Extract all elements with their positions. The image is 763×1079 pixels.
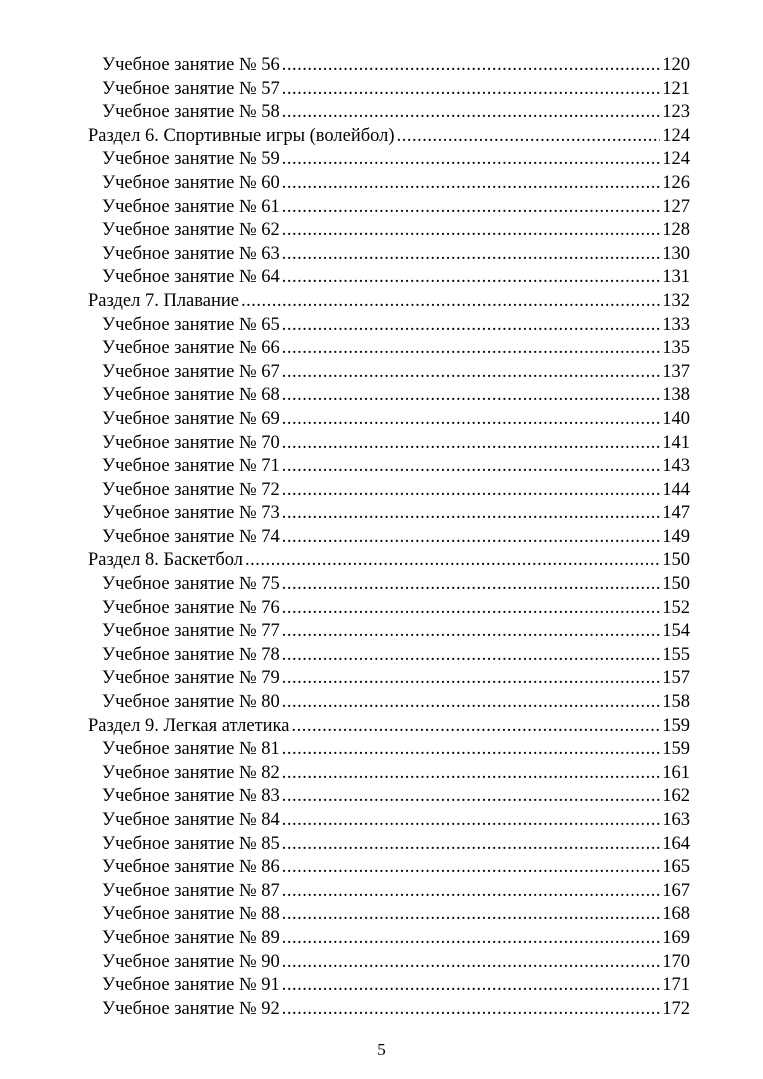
toc-lesson-entry[interactable] <box>88 856 690 880</box>
toc-dot-leader <box>282 172 660 196</box>
toc-dot-leader <box>282 314 660 338</box>
toc-dot-leader <box>282 738 660 762</box>
toc-entry-label: Раздел 8. Баскетбол <box>88 550 243 571</box>
toc-entry-label: Учебное занятие № 85 <box>102 833 280 854</box>
page-number: 5 <box>377 1040 386 1059</box>
toc-entry-page: 132 <box>662 290 690 311</box>
toc-dot-leader <box>282 880 660 904</box>
toc-lesson-entry[interactable] <box>88 620 690 644</box>
toc-lesson-entry[interactable] <box>88 384 690 408</box>
toc-entry-label: Учебное занятие № 79 <box>102 668 280 689</box>
toc-dot-leader <box>245 549 660 573</box>
toc-entry-label: Учебное занятие № 86 <box>102 857 280 878</box>
toc-entry-label: Учебное занятие № 71 <box>102 456 280 477</box>
toc-entry-label: Учебное занятие № 77 <box>102 621 280 642</box>
toc-dot-leader <box>282 361 660 385</box>
toc-entry-page: 120 <box>662 55 690 75</box>
toc-dot-leader <box>282 951 660 975</box>
toc-entry-label: Учебное занятие № 90 <box>102 951 280 972</box>
toc-entry-label: Раздел 6. Спортивные игры (волейбол) <box>88 125 395 146</box>
toc-lesson-entry[interactable] <box>88 785 690 809</box>
toc-lesson-entry[interactable] <box>88 597 690 621</box>
toc-dot-leader <box>282 78 660 102</box>
toc-dot-leader <box>282 903 660 927</box>
toc-entry-label: Учебное занятие № 68 <box>102 385 280 406</box>
table-of-contents <box>88 54 690 1021</box>
toc-lesson-entry[interactable] <box>88 408 690 432</box>
toc-lesson-entry[interactable] <box>88 54 690 78</box>
toc-entry-page: 140 <box>662 408 690 429</box>
toc-dot-leader <box>282 384 660 408</box>
toc-entry-page: 152 <box>662 597 690 618</box>
toc-dot-leader <box>282 54 660 78</box>
toc-dot-leader <box>282 833 660 857</box>
toc-entry-page: 147 <box>662 503 690 524</box>
toc-lesson-entry[interactable] <box>88 148 690 172</box>
toc-lesson-entry[interactable] <box>88 502 690 526</box>
toc-entry-page: 124 <box>662 149 690 170</box>
toc-lesson-entry[interactable] <box>88 691 690 715</box>
toc-entry-label: Учебное занятие № 80 <box>102 692 280 713</box>
toc-entry-label: Учебное занятие № 59 <box>102 149 280 170</box>
toc-lesson-entry[interactable] <box>88 762 690 786</box>
toc-entry-label: Учебное занятие № 82 <box>102 762 280 783</box>
toc-dot-leader <box>282 432 660 456</box>
toc-section-entry[interactable] <box>88 290 690 314</box>
toc-entry-label: Раздел 9. Легкая атлетика <box>88 715 290 736</box>
toc-entry-label: Учебное занятие № 88 <box>102 904 280 925</box>
toc-entry-page: 158 <box>662 692 690 713</box>
toc-dot-leader <box>282 856 660 880</box>
toc-entry-page: 163 <box>662 810 690 830</box>
toc-entry-page: 127 <box>662 196 690 217</box>
toc-entry-page: 141 <box>662 432 690 453</box>
toc-lesson-entry[interactable] <box>88 667 690 691</box>
toc-dot-leader <box>282 101 660 125</box>
toc-lesson-entry[interactable] <box>88 455 690 479</box>
toc-entry-page: 167 <box>662 880 690 901</box>
toc-entry-page: 124 <box>662 125 690 146</box>
toc-entry-label: Учебное занятие № 72 <box>102 479 280 500</box>
toc-entry-page: 121 <box>662 78 690 99</box>
toc-entry-label: Учебное занятие № 92 <box>102 998 280 1019</box>
toc-entry-page: 150 <box>662 550 690 571</box>
toc-lesson-entry[interactable] <box>88 361 690 385</box>
toc-entry-label: Учебное занятие № 62 <box>102 220 280 241</box>
toc-dot-leader <box>282 762 660 786</box>
toc-entry-page: 123 <box>662 102 690 123</box>
toc-dot-leader <box>282 809 660 833</box>
toc-entry-label: Учебное занятие № 74 <box>102 526 280 547</box>
toc-dot-leader <box>282 998 660 1022</box>
toc-dot-leader <box>282 667 660 691</box>
toc-section-entry[interactable] <box>88 549 690 573</box>
toc-entry-page: 172 <box>662 998 690 1019</box>
toc-entry-page: 161 <box>662 762 690 783</box>
toc-entry-page: 126 <box>662 172 690 193</box>
toc-lesson-entry[interactable] <box>88 101 690 125</box>
toc-lesson-entry[interactable] <box>88 833 690 857</box>
toc-entry-label: Учебное занятие № 66 <box>102 338 280 359</box>
toc-entry-label: Учебное занятие № 56 <box>102 55 280 75</box>
toc-lesson-entry[interactable] <box>88 738 690 762</box>
toc-entry-label: Учебное занятие № 70 <box>102 432 280 453</box>
toc-lesson-entry[interactable] <box>88 337 690 361</box>
toc-dot-leader <box>282 337 660 361</box>
toc-entry-label: Учебное занятие № 63 <box>102 243 280 264</box>
toc-entry-label: Раздел 7. Плавание <box>88 290 239 311</box>
toc-lesson-entry[interactable] <box>88 573 690 597</box>
toc-entry-page: 133 <box>662 314 690 335</box>
toc-lesson-entry[interactable] <box>88 903 690 927</box>
toc-entry-label: Учебное занятие № 83 <box>102 786 280 807</box>
toc-entry-page: 165 <box>662 857 690 878</box>
toc-lesson-entry[interactable] <box>88 196 690 220</box>
toc-lesson-entry[interactable] <box>88 526 690 550</box>
toc-entry-page: 138 <box>662 385 690 406</box>
toc-dot-leader <box>291 715 660 739</box>
toc-dot-leader <box>282 526 660 550</box>
toc-lesson-entry[interactable] <box>88 951 690 975</box>
toc-lesson-entry[interactable] <box>88 432 690 456</box>
toc-entry-page: 128 <box>662 220 690 241</box>
toc-entry-label: Учебное занятие № 69 <box>102 408 280 429</box>
toc-dot-leader <box>282 148 660 172</box>
toc-entry-label: Учебное занятие № 73 <box>102 503 280 524</box>
toc-entry-label: Учебное занятие № 60 <box>102 172 280 193</box>
toc-lesson-entry[interactable] <box>88 479 690 503</box>
toc-entry-page: 135 <box>662 338 690 359</box>
toc-lesson-entry[interactable] <box>88 243 690 267</box>
toc-entry-page: 155 <box>662 644 690 665</box>
toc-lesson-entry[interactable] <box>88 809 690 833</box>
toc-dot-leader <box>282 243 660 267</box>
toc-entry-label: Учебное занятие № 84 <box>102 810 280 830</box>
toc-dot-leader <box>282 691 660 715</box>
toc-lesson-entry[interactable] <box>88 998 690 1022</box>
toc-dot-leader <box>397 125 661 149</box>
toc-dot-leader <box>241 290 660 314</box>
toc-lesson-entry[interactable] <box>88 880 690 904</box>
toc-entry-label: Учебное занятие № 76 <box>102 597 280 618</box>
toc-entry-label: Учебное занятие № 78 <box>102 644 280 665</box>
toc-entry-page: 143 <box>662 456 690 477</box>
toc-entry-label: Учебное занятие № 67 <box>102 361 280 382</box>
toc-lesson-entry[interactable] <box>88 927 690 951</box>
toc-lesson-entry[interactable] <box>88 78 690 102</box>
toc-entry-page: 150 <box>662 574 690 595</box>
toc-lesson-entry[interactable] <box>88 974 690 998</box>
toc-entry-label: Учебное занятие № 58 <box>102 102 280 123</box>
toc-dot-leader <box>282 620 660 644</box>
toc-entry-label: Учебное занятие № 57 <box>102 78 280 99</box>
toc-lesson-entry[interactable] <box>88 266 690 290</box>
toc-entry-page: 144 <box>662 479 690 500</box>
toc-entry-label: Учебное занятие № 87 <box>102 880 280 901</box>
toc-entry-page: 164 <box>662 833 690 854</box>
toc-lesson-entry[interactable] <box>88 172 690 196</box>
toc-entry-page: 157 <box>662 668 690 689</box>
toc-entry-label: Учебное занятие № 89 <box>102 927 280 948</box>
toc-dot-leader <box>282 573 660 597</box>
toc-dot-leader <box>282 644 660 668</box>
toc-dot-leader <box>282 785 660 809</box>
toc-dot-leader <box>282 219 660 243</box>
toc-dot-leader <box>282 196 660 220</box>
toc-dot-leader <box>282 974 660 998</box>
toc-entry-page: 171 <box>662 975 690 996</box>
toc-entry-label: Учебное занятие № 81 <box>102 739 280 760</box>
toc-entry-label: Учебное занятие № 65 <box>102 314 280 335</box>
toc-dot-leader <box>282 597 660 621</box>
toc-entry-page: 130 <box>662 243 690 264</box>
toc-entry-page: 170 <box>662 951 690 972</box>
toc-lesson-entry[interactable] <box>88 219 690 243</box>
toc-lesson-entry[interactable] <box>88 644 690 668</box>
toc-lesson-entry[interactable] <box>88 314 690 338</box>
toc-entry-label: Учебное занятие № 91 <box>102 975 280 996</box>
toc-entry-label: Учебное занятие № 61 <box>102 196 280 217</box>
toc-dot-leader <box>282 502 660 526</box>
toc-entry-page: 162 <box>662 786 690 807</box>
toc-entry-page: 137 <box>662 361 690 382</box>
toc-section-entry[interactable] <box>88 125 690 149</box>
toc-entry-page: 154 <box>662 621 690 642</box>
toc-dot-leader <box>282 479 660 503</box>
toc-entry-page: 159 <box>662 715 690 736</box>
toc-dot-leader <box>282 927 660 951</box>
toc-entry-page: 159 <box>662 739 690 760</box>
toc-section-entry[interactable] <box>88 715 690 739</box>
toc-dot-leader <box>282 408 660 432</box>
toc-dot-leader <box>282 455 660 479</box>
toc-entry-page: 168 <box>662 904 690 925</box>
toc-entry-label: Учебное занятие № 75 <box>102 574 280 595</box>
toc-entry-page: 131 <box>662 267 690 288</box>
toc-entry-page: 169 <box>662 927 690 948</box>
toc-entry-page: 149 <box>662 526 690 547</box>
toc-dot-leader <box>282 266 660 290</box>
toc-entry-label: Учебное занятие № 64 <box>102 267 280 288</box>
